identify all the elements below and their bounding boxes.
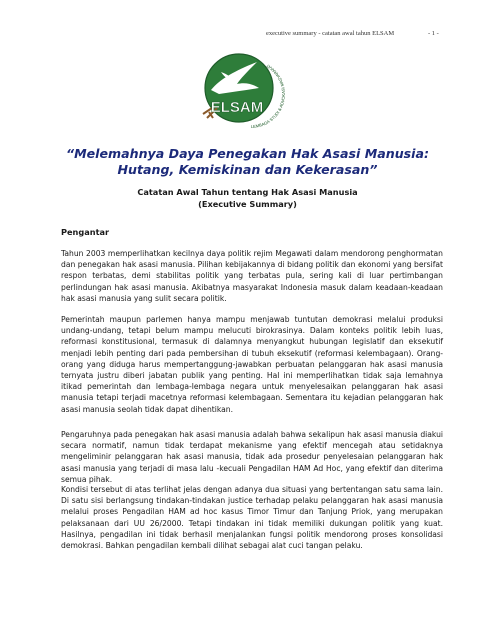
paragraph: Pemerintah maupun parlemen hanya mampu menjawab tuntutan demokrasi melalui produksi undang-undang, tetapi belum mampu melucuti birokrasinya. Dalam konteks politik lebih luas, reformasi konstitusional, termasuk di dalamnya menyangkut hubungan legislatif dan eksekutif menjadi lebih penting dari pada pembersihan di tubuh eksekutif (reformasi kelembagaan). Orang-orang yang diduga harus mempertanggung-jawabkan perbuatan pelanggaran hak asasi manusia ternyata justru diberi jabatan publik yang penting. Hal ini memperlihatkan tidak saja lemahnya itikad pemerintah dan lembaga-lembaga negara untuk menyelesaikan pelanggaran hak asasi manusia tetapi terjadi macetnya reformasi kelembagaan. Sementara itu kejadian pelanggaran hak asasi manusia seolah tidak dapat dihentikan. — [61, 315, 443, 414]
title-line-1: “Melemahnya Daya Penegakan Hak Asasi Manusia: — [65, 146, 430, 161]
title-line-2: Hutang, Kemiskinan dan Kekerasan” — [117, 162, 378, 177]
running-title: executive summary - catatan awal tahun ELSAM — [266, 30, 395, 37]
paragraph: Tahun 2003 memperlihatkan kecilnya daya politik rejim Megawati dalam mendorong penghormatan dan penegakan hak asasi manusia. Pilihan kebijakannya di bidang politik dan ekonomi yang bersifat respon terbatas, demi stabilitas politik yang terbatas pula, sering kali di luar pertimbangan perlindungan hak asasi manusia. Akibatnya masyarakat Indonesia masuk dalam keadaan-keadaan hak asasi manusia yang sulit secara politik. — [61, 249, 443, 303]
page-number: - 1 - — [428, 30, 439, 37]
paragraph: Kondisi tersebut di atas terlihat jelas dengan adanya dua situasi yang bertentangan satu sama lain. Di satu sisi berlangsung tindakan-tindakan justice terhadap pelaku pelanggaran hak asasi manusia melalui proses Pengadilan HAM ad hoc kasus Timor Timur dan Tanjung Priok, yang merupakan pelaksanaan dari UU 26/2000. Tetapi tindakan ini tidak memiliki dukungan politik yang kuat. Hasilnya, pengadilan ini tidak berhasil menjalankan fungsi politik mendorong proses konsolidasi demokrasi. Bahkan pengadilan kembali dilihat sebagai alat cuci tangan pelaku. — [61, 485, 443, 551]
paragraph: Pengaruhnya pada penegakan hak asasi manusia adalah bahwa sekalipun hak asasi manusia diakui secara normatif, namun tidak terdapat mekanisme yang efektif mencegah atau setidaknya mengeliminir pelanggaran hak asasi manusia, tidak ada prosedur penyelesaian pelanggaran hak asasi manusia yang terjadi di masa lalu -kecuali Pengadilan HAM Ad Hoc, yang efektif dan diterima semua pihak. — [61, 430, 443, 484]
elsam-logo — [197, 48, 297, 136]
section-heading: Pengantar — [61, 227, 110, 237]
logo-arc-text: LEMBAGA STUDI & ADVOKASI MASYARAKAT — [250, 63, 287, 130]
document-title — [40, 146, 455, 178]
subtitle-line-1: Catatan Awal Tahun tentang Hak Asasi Manusia — [137, 187, 358, 197]
document-subtitle — [40, 186, 455, 210]
logo-wordmark: ELSAM — [210, 99, 264, 116]
subtitle-line-2: (Executive Summary) — [198, 199, 297, 209]
elsam-logo-graphic — [197, 48, 297, 136]
